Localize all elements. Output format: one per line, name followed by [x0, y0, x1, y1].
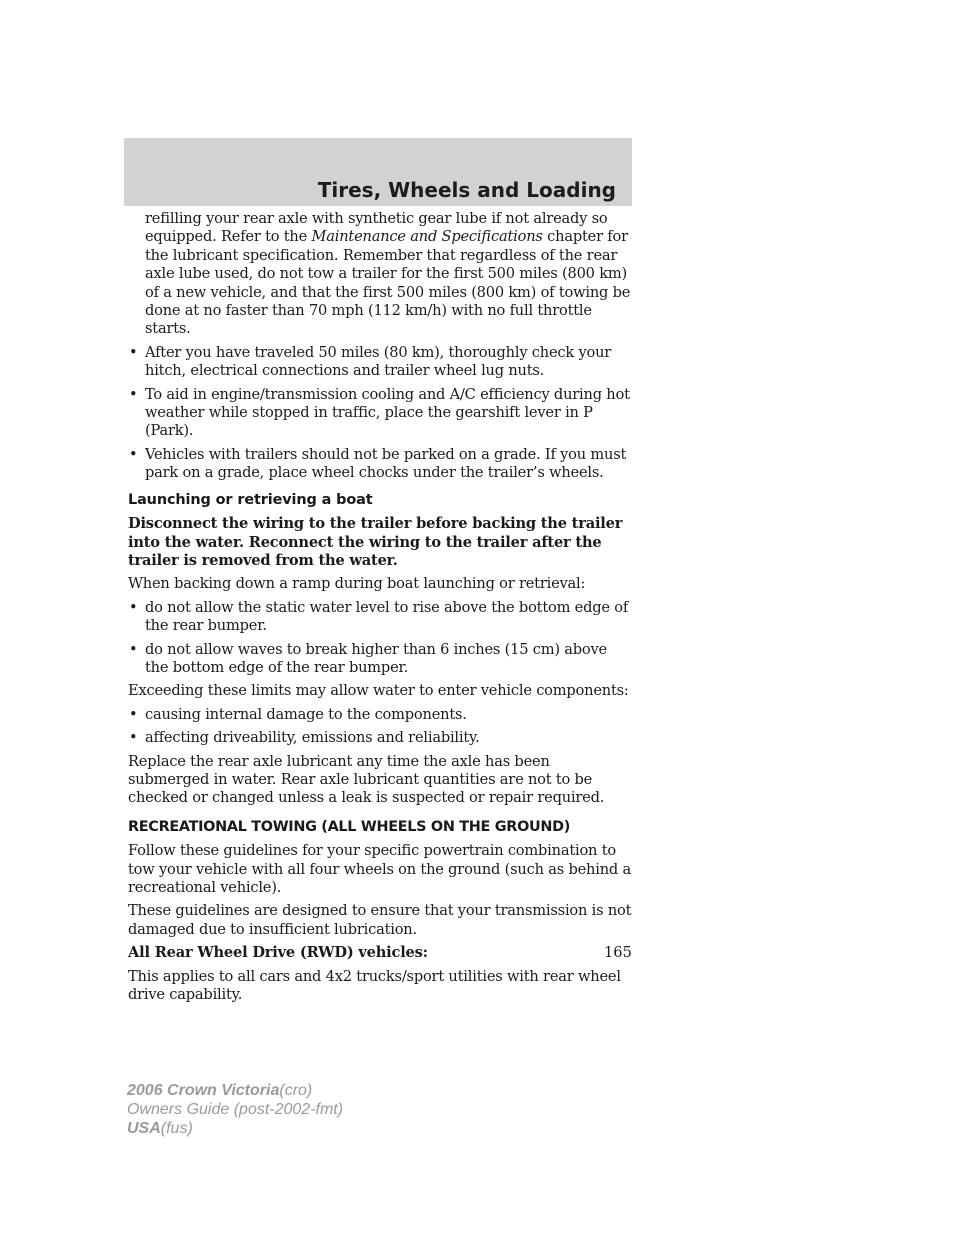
chapter-header-band [124, 138, 632, 206]
chapter-reference: Maintenance and Specifications [311, 228, 543, 246]
list-item-text: After you have traveled 50 miles (80 km), thoroughly check your hitch, electrical connections and trailer wheel lug nuts. [145, 343, 612, 380]
footer-model-code: (cro) [279, 1082, 313, 1099]
footer-market-code: (fus) [160, 1120, 193, 1137]
footer-line-1 [127, 1081, 343, 1100]
footer-market: USA [127, 1120, 161, 1137]
list-item [128, 706, 634, 724]
bullet-icon: • [129, 343, 138, 361]
replace-paragraph: Replace the rear axle lubricant any time the axle has been submerged in water. Rear axle lubricant quantities are not to be checked or changed unless a leak is suspected or repair required. [128, 752, 605, 807]
list-item-text: causing internal damage to the components. [145, 705, 467, 723]
list-item-text: do not allow the static water level to rise above the bottom edge of the rear bumper. [145, 598, 629, 635]
footer-line-2: Owners Guide (post-2002-fmt) [127, 1101, 344, 1118]
footer-model: 2006 Crown Victoria [127, 1082, 280, 1099]
warning-paragraph: Disconnect the wiring to the trailer before backing the trailer into the water. Reconnect the wiring to the trailer after the trailer is removed from the water. [128, 515, 623, 569]
rwd-subheading: All Rear Wheel Drive (RWD) vehicles: [128, 944, 428, 962]
page-number: 165 [604, 944, 632, 961]
continuation-paragraph [128, 210, 634, 339]
list-item-text: To aid in engine/transmission cooling and A/C efficiency during hot weather while stopped in traffic, place the gearshift lever in P (Park). [145, 385, 630, 440]
towing-paragraph-3: This applies to all cars and 4x2 trucks/sport utilities with rear wheel drive capability. [128, 967, 621, 1004]
document-footer [127, 1081, 343, 1138]
bullet-icon: • [129, 705, 138, 723]
bullet-icon: • [129, 385, 138, 403]
section-heading-towing: RECREATIONAL TOWING (ALL WHEELS ON THE GROUND) [128, 818, 571, 835]
bullet-icon: • [129, 640, 138, 658]
bullet-icon: • [129, 729, 138, 747]
list-item [128, 344, 634, 381]
bullet-icon: • [129, 598, 138, 616]
list-item [128, 729, 634, 747]
continuation-text: refilling your rear axle with synthetic gear lube if not already so equipped. Refer to the [145, 210, 608, 246]
list-item [128, 386, 634, 441]
bullet-icon: • [129, 445, 138, 463]
towing-paragraph-2: These guidelines are designed to ensure that your transmission is not damaged due to insufficient lubrication. [128, 902, 632, 938]
continuation-text-end: chapter for the lubricant specification. Remember that regardless of the rear axle lube used, do not tow a trailer for the first 500 miles (800 km) of a new vehicle, and that the first 500 miles (800 km) of towing be done at no faster than 70 mph (112 km/h) with no full throttle starts. [145, 228, 631, 338]
list-item [128, 446, 634, 483]
list-item [128, 599, 634, 636]
list-item-text: affecting driveability, emissions and reliability. [145, 729, 480, 747]
list-item-text: Vehicles with trailers should not be parked on a grade. If you must park on a grade, place wheel chocks under the trailer’s wheels. [145, 445, 627, 482]
towing-paragraph-1: Follow these guidelines for your specific powertrain combination to tow your vehicle with all four wheels on the ground (such as behind a recreational vehicle). [128, 842, 631, 896]
list-item-text: do not allow waves to break higher than 6 inches (15 cm) above the bottom edge of the rear bumper. [145, 640, 607, 676]
exceed-paragraph: Exceeding these limits may allow water to enter vehicle components: [128, 682, 629, 700]
list-item [128, 641, 634, 678]
page-content [128, 210, 634, 1009]
chapter-title: Tires, Wheels and Loading [317, 178, 616, 202]
section-heading-boat: Launching or retrieving a boat [128, 491, 373, 508]
boat-intro: When backing down a ramp during boat launching or retrieval: [128, 575, 586, 593]
footer-line-3 [127, 1119, 343, 1138]
